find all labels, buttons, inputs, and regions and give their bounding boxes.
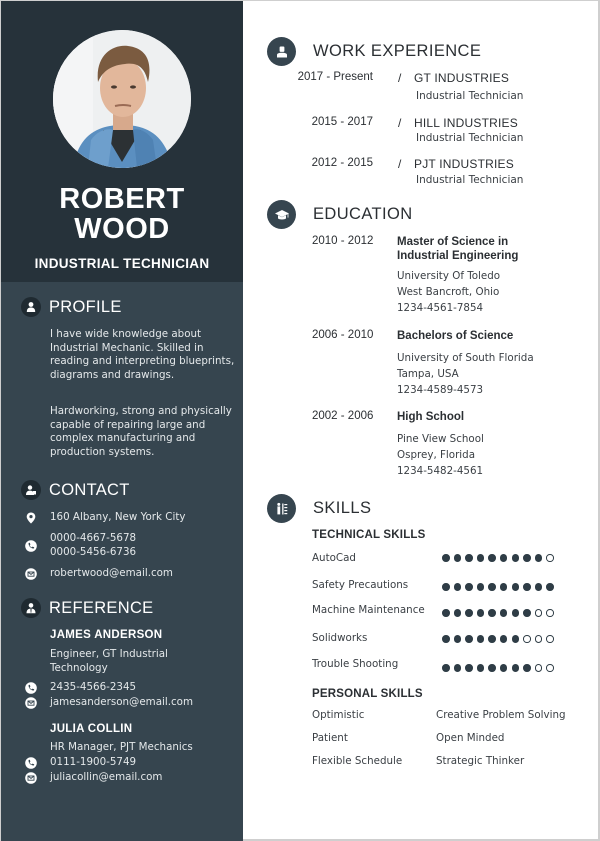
reference-heading: [21, 598, 153, 618]
work-item: [251, 71, 591, 107]
reference-2-email: [25, 771, 162, 785]
name-last: WOOD: [74, 213, 170, 245]
work-company: GT INDUSTRIES: [414, 71, 510, 85]
education-degree: Bachelors of Science: [397, 330, 514, 342]
rating-dot-filled: [500, 609, 508, 617]
profile-photo: [53, 30, 191, 168]
skill-name: Safety Precautions: [312, 579, 409, 591]
skill-rating: [442, 664, 558, 672]
candidate-job-title: INDUSTRIAL TECHNICIAN: [34, 256, 210, 271]
rating-dot-filled: [500, 583, 508, 591]
reference-1-phone-text[interactable]: 2435-4566-2345: [50, 681, 137, 693]
name-first: ROBERT: [59, 183, 185, 215]
reference-2-email-text[interactable]: juliacollin@email.com: [50, 771, 163, 783]
skill-name: Machine Maintenance: [312, 604, 425, 616]
personal-skills-heading: PERSONAL SKILLS: [312, 688, 423, 700]
portrait-image: [53, 30, 191, 168]
rating-dot-filled: [500, 664, 508, 672]
skill-name: Solidworks: [312, 632, 368, 644]
rating-dot-filled: [465, 664, 473, 672]
personal-skill: Flexible Schedule: [312, 755, 403, 767]
phone-icon: [25, 757, 37, 769]
rating-dot-filled: [465, 583, 473, 591]
email-icon: [25, 772, 37, 784]
reference-1-email: [25, 696, 193, 710]
rating-dot-filled: [523, 664, 531, 672]
graduation-cap-icon: [267, 200, 296, 229]
person-tie-icon: [21, 598, 41, 618]
profile-paragraph-2: Hardworking, strong and physically capable of repairing large and complex manufacturing and production systems.: [50, 405, 232, 458]
work-item: [251, 116, 591, 152]
work-role: Industrial Technician: [416, 132, 524, 144]
rating-dot-filled: [442, 664, 450, 672]
rating-dot-filled: [535, 583, 543, 591]
education-school: University Of Toledo: [397, 270, 501, 282]
email-link[interactable]: robertwood@email.com: [50, 567, 173, 579]
work-experience-heading: [267, 37, 481, 66]
rating-dot-filled: [477, 554, 485, 562]
education-heading: [267, 200, 413, 229]
reference-1-position-line2: Technology: [50, 661, 108, 674]
rating-dot-filled: [454, 664, 462, 672]
degree-line2: Industrial Engineering: [397, 250, 519, 262]
reference-heading-label: REFERENCE: [49, 598, 154, 617]
rating-dot-filled: [512, 635, 520, 643]
skill-name: AutoCad: [312, 552, 356, 564]
personal-skill: Optimistic: [312, 709, 365, 721]
work-company: HILL INDUSTRIES: [414, 116, 518, 130]
reference-2-phone: [25, 756, 136, 770]
rating-dot-filled: [465, 635, 473, 643]
work-role: Industrial Technician: [416, 90, 524, 102]
rating-dot-filled: [512, 609, 520, 617]
personal-skill: Creative Problem Solving: [436, 709, 566, 721]
profile-paragraph-1: I have wide knowledge about Industrial Mechanic. Skilled in reading and interpreting blueprints, diagrams and drawings.: [50, 328, 235, 381]
rating-dot-filled: [477, 635, 485, 643]
rating-dot-filled: [546, 583, 554, 591]
education-location: West Bancroft, Ohio: [397, 286, 500, 298]
reference-2-position: HR Manager, PJT Mechanics: [50, 741, 193, 753]
contact-heading-label: CONTACT: [49, 480, 130, 499]
education-phone: 1234-5482-4561: [397, 465, 484, 477]
rating-dot-filled: [465, 609, 473, 617]
separator: /: [398, 71, 402, 85]
education-phone: 1234-4589-4573: [397, 384, 484, 396]
education-degree: [397, 235, 567, 263]
reference-1-name: JAMES ANDERSON: [50, 629, 163, 641]
contact-address: [25, 511, 185, 525]
education-dates: 2006 - 2010: [312, 329, 374, 341]
degree-line1: Master of Science in: [397, 236, 509, 248]
rating-dot-filled: [454, 554, 462, 562]
rating-dot-filled: [442, 609, 450, 617]
sidebar: [1, 1, 243, 841]
location-pin-icon: [25, 512, 37, 524]
phone-icon: [25, 540, 37, 552]
personal-skill: Strategic Thinker: [436, 755, 525, 767]
skills-list-icon: [267, 494, 296, 523]
education-details: [397, 350, 534, 398]
user-icon: [267, 37, 296, 66]
skills-heading-label: SKILLS: [313, 499, 372, 517]
address-text: 160 Albany, New York City: [50, 511, 186, 523]
separator: /: [398, 116, 402, 130]
education-details: [397, 431, 484, 479]
education-dates: 2010 - 2012: [312, 235, 374, 247]
personal-skill: Open Minded: [436, 732, 505, 744]
rating-dot-filled: [465, 554, 473, 562]
reference-2-phone-text[interactable]: 0111-1900-5749: [50, 756, 137, 768]
education-phone: 1234-4561-7854: [397, 302, 484, 314]
contact-phones: [25, 532, 136, 559]
personal-skill: Patient: [312, 732, 348, 744]
rating-dot-empty: [523, 635, 531, 643]
education-dates: 2002 - 2006: [312, 410, 374, 422]
rating-dot-filled: [488, 635, 496, 643]
education-school: Pine View School: [397, 433, 484, 445]
candidate-name: [1, 184, 243, 244]
skill-row: [312, 632, 572, 648]
rating-dot-empty: [546, 664, 554, 672]
rating-dot-filled: [488, 554, 496, 562]
rating-dot-filled: [454, 635, 462, 643]
skill-rating: [442, 635, 558, 643]
rating-dot-filled: [535, 554, 543, 562]
education-location: Tampa, USA: [397, 368, 459, 380]
rating-dot-filled: [442, 583, 450, 591]
rating-dot-empty: [535, 664, 543, 672]
work-role: Industrial Technician: [416, 174, 524, 186]
rating-dot-filled: [500, 635, 508, 643]
rating-dot-filled: [488, 664, 496, 672]
email-icon: [25, 697, 37, 709]
rating-dot-filled: [523, 583, 531, 591]
skill-rating: [442, 609, 558, 617]
education-heading-label: EDUCATION: [313, 205, 413, 223]
rating-dot-filled: [500, 554, 508, 562]
contact-email: [25, 567, 173, 581]
skill-rating: [442, 583, 558, 591]
education-degree: High School: [397, 411, 465, 423]
rating-dot-filled: [442, 635, 450, 643]
education-details: [397, 268, 500, 316]
rating-dot-filled: [454, 583, 462, 591]
rating-dot-filled: [477, 583, 485, 591]
phone-number-1[interactable]: 0000-4667-5678: [50, 532, 137, 544]
education-school: University of South Florida: [397, 352, 534, 364]
contact-card-icon: [21, 480, 41, 500]
rating-dot-filled: [488, 609, 496, 617]
rating-dot-filled: [523, 609, 531, 617]
phone-number-2[interactable]: 0000-5456-6736: [50, 545, 137, 558]
work-experience-heading-label: WORK EXPERIENCE: [313, 42, 482, 60]
contact-heading: [21, 480, 130, 500]
skill-name: Trouble Shooting: [312, 658, 399, 670]
reference-1-email-text[interactable]: jamesanderson@email.com: [50, 696, 193, 708]
phone-list: [50, 532, 136, 559]
rating-dot-empty: [535, 635, 543, 643]
rating-dot-empty: [546, 609, 554, 617]
skill-row: [312, 552, 572, 568]
profile-heading: [21, 297, 122, 317]
work-dates: 2012 - 2015: [311, 157, 373, 169]
rating-dot-filled: [454, 609, 462, 617]
sidebar-header: [1, 1, 243, 282]
skills-heading: [267, 494, 371, 523]
rating-dot-filled: [523, 554, 531, 562]
rating-dot-filled: [442, 554, 450, 562]
email-icon: [25, 568, 37, 580]
reference-1-position-line1: Engineer, GT Industrial: [50, 648, 168, 660]
work-item: [251, 157, 591, 193]
reference-1-position: [50, 648, 240, 675]
skill-rating: [442, 554, 558, 562]
skill-row: [312, 604, 572, 620]
reference-2-name: JULIA COLLIN: [50, 723, 133, 735]
rating-dot-filled: [488, 583, 496, 591]
work-dates: 2015 - 2017: [311, 116, 373, 128]
rating-dot-empty: [535, 609, 543, 617]
rating-dot-filled: [512, 664, 520, 672]
work-dates: 2017 - Present: [297, 71, 373, 83]
rating-dot-empty: [546, 554, 554, 562]
rating-dot-filled: [477, 609, 485, 617]
profile-heading-label: PROFILE: [49, 297, 122, 316]
rating-dot-filled: [512, 583, 520, 591]
user-icon: [21, 297, 41, 317]
skill-row: [312, 579, 572, 595]
phone-icon: [25, 682, 37, 694]
rating-dot-empty: [546, 635, 554, 643]
technical-skills-heading: TECHNICAL SKILLS: [312, 529, 426, 541]
rating-dot-filled: [477, 664, 485, 672]
rating-dot-filled: [512, 554, 520, 562]
skill-row: [312, 658, 572, 674]
separator: /: [398, 157, 402, 171]
education-location: Osprey, Florida: [397, 449, 476, 461]
reference-1-phone: [25, 681, 136, 695]
work-company: PJT INDUSTRIES: [414, 157, 514, 171]
